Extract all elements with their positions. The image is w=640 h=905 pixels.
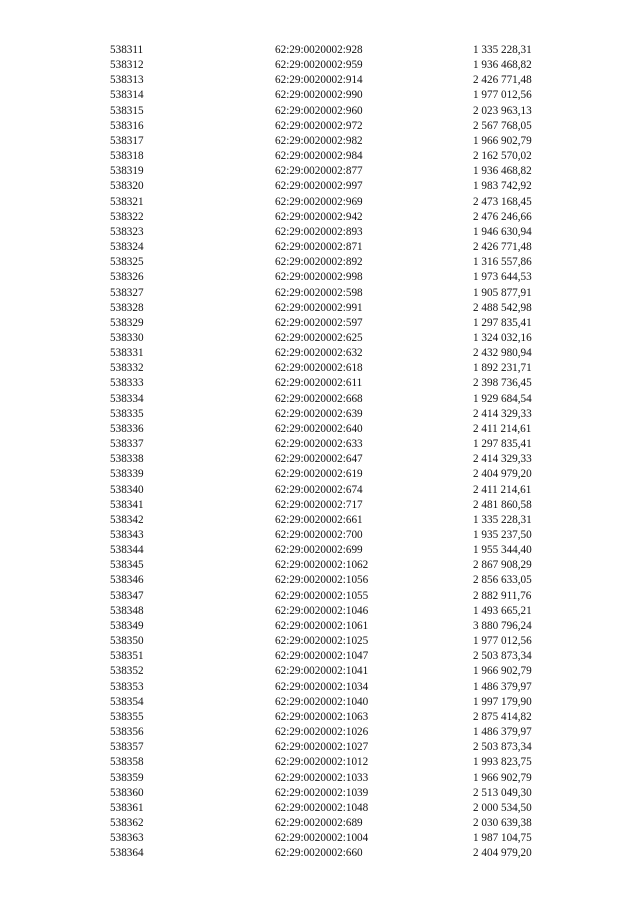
cadastral-value: 2 513 049,30 [473, 786, 532, 799]
row-number: 538317 [110, 134, 144, 147]
cadastral-value: 2 503 873,34 [473, 650, 532, 663]
table-row [0, 164, 640, 179]
table-row [0, 407, 640, 422]
table-row [0, 513, 640, 528]
table-row [0, 149, 640, 164]
table-row [0, 452, 640, 467]
cadastral-number: 62:29:0020002:674 [275, 483, 363, 496]
table-row [0, 558, 640, 573]
row-number: 538362 [110, 816, 144, 829]
cadastral-number: 62:29:0020002:892 [275, 256, 363, 269]
table-row [0, 771, 640, 786]
table-row [0, 573, 640, 588]
cadastral-value: 1 929 684,54 [473, 392, 532, 405]
cadastral-number: 62:29:0020002:997 [275, 180, 363, 193]
cadastral-value: 2 404 979,20 [473, 468, 532, 481]
row-number: 538324 [110, 241, 144, 254]
cadastral-number: 62:29:0020002:633 [275, 438, 363, 451]
cadastral-value: 2 426 771,48 [473, 241, 532, 254]
cadastral-value: 2 476 246,66 [473, 210, 532, 223]
row-number: 538348 [110, 604, 144, 617]
table-row [0, 543, 640, 558]
row-number: 538316 [110, 119, 144, 132]
cadastral-number: 62:29:0020002:984 [275, 150, 363, 163]
table-row [0, 134, 640, 149]
row-number: 538350 [110, 635, 144, 648]
cadastral-number: 62:29:0020002:960 [275, 104, 363, 117]
table-row [0, 179, 640, 194]
cadastral-number: 62:29:0020002:871 [275, 241, 363, 254]
cadastral-value: 3 880 796,24 [473, 619, 532, 632]
cadastral-number: 62:29:0020002:647 [275, 453, 363, 466]
row-number: 538320 [110, 180, 144, 193]
row-number: 538354 [110, 695, 144, 708]
row-number: 538314 [110, 89, 144, 102]
cadastral-value: 1 997 179,90 [473, 695, 532, 708]
row-number: 538313 [110, 74, 144, 87]
table-row [0, 437, 640, 452]
cadastral-number: 62:29:0020002:661 [275, 513, 363, 526]
table-row [0, 361, 640, 376]
cadastral-number: 62:29:0020002:982 [275, 134, 363, 147]
row-number: 538330 [110, 331, 144, 344]
cadastral-number: 62:29:0020002:1033 [275, 771, 369, 784]
cadastral-number: 62:29:0020002:942 [275, 210, 363, 223]
table-row [0, 664, 640, 679]
cadastral-value: 1 987 104,75 [473, 832, 532, 845]
cadastral-value: 2 503 873,34 [473, 741, 532, 754]
row-number: 538359 [110, 771, 144, 784]
cadastral-value: 2 411 214,61 [473, 483, 532, 496]
cadastral-number: 62:29:0020002:1062 [275, 559, 369, 572]
cadastral-number: 62:29:0020002:1041 [275, 665, 369, 678]
table-row [0, 392, 640, 407]
cadastral-value: 2 426 771,48 [473, 74, 532, 87]
cadastral-value: 1 935 237,50 [473, 529, 532, 541]
cadastral-number: 62:29:0020002:668 [275, 392, 363, 405]
cadastral-number: 62:29:0020002:1046 [275, 604, 369, 617]
table-row [0, 301, 640, 316]
row-number: 538325 [110, 256, 144, 269]
cadastral-number: 62:29:0020002:1055 [275, 589, 369, 602]
table-row [0, 680, 640, 695]
cadastral-value: 1 316 557,86 [473, 256, 532, 269]
table-row [0, 467, 640, 482]
cadastral-value: 2 000 534,50 [473, 801, 532, 814]
cadastral-value: 2 875 414,82 [473, 710, 532, 723]
row-number: 538342 [110, 513, 144, 526]
row-number: 538327 [110, 286, 144, 299]
table-row [0, 422, 640, 437]
row-number: 538351 [110, 650, 144, 663]
row-number: 538364 [110, 847, 144, 860]
row-number: 538336 [110, 422, 144, 435]
row-number: 538319 [110, 165, 144, 178]
row-number: 538329 [110, 316, 144, 329]
cadastral-number: 62:29:0020002:1027 [275, 741, 369, 754]
cadastral-number: 62:29:0020002:969 [275, 195, 363, 208]
table-row [0, 346, 640, 361]
cadastral-number: 62:29:0020002:928 [275, 44, 363, 56]
cadastral-number: 62:29:0020002:660 [275, 847, 363, 860]
cadastral-value: 2 414 329,33 [473, 453, 532, 466]
cadastral-number: 62:29:0020002:1026 [275, 726, 369, 739]
cadastral-number: 62:29:0020002:959 [275, 59, 363, 72]
row-number: 538331 [110, 347, 144, 360]
cadastral-number: 62:29:0020002:625 [275, 331, 363, 344]
cadastral-value: 1 973 644,53 [473, 271, 532, 284]
table-row [0, 801, 640, 816]
cadastral-value: 1 335 228,31 [473, 513, 532, 526]
table-row [0, 649, 640, 664]
row-number: 538328 [110, 301, 144, 314]
cadastral-number: 62:29:0020002:998 [275, 271, 363, 284]
table-row [0, 846, 640, 861]
cadastral-number: 62:29:0020002:618 [275, 362, 363, 375]
cadastral-value: 2 473 168,45 [473, 195, 532, 208]
cadastral-number: 62:29:0020002:1056 [275, 574, 369, 587]
cadastral-value: 2 882 911,76 [473, 589, 532, 602]
cadastral-value: 2 567 768,05 [473, 119, 532, 132]
cadastral-value: 1 892 231,71 [473, 362, 532, 375]
row-number: 538343 [110, 529, 144, 541]
table-row [0, 240, 640, 255]
row-number: 538357 [110, 741, 144, 754]
cadastral-value: 2 030 639,38 [473, 816, 532, 829]
cadastral-value: 2 488 542,98 [473, 301, 532, 314]
table-row [0, 755, 640, 770]
row-number: 538353 [110, 680, 144, 693]
cadastral-number: 62:29:0020002:1004 [275, 832, 369, 845]
table-row [0, 119, 640, 134]
row-number: 538356 [110, 726, 144, 739]
cadastral-number: 62:29:0020002:990 [275, 89, 363, 102]
row-number: 538358 [110, 756, 144, 769]
table-row [0, 104, 640, 119]
cadastral-number: 62:29:0020002:1047 [275, 650, 369, 663]
row-number: 538333 [110, 377, 144, 390]
cadastral-value: 2 162 570,02 [473, 150, 532, 163]
row-number: 538338 [110, 453, 144, 466]
table-row [0, 225, 640, 240]
cadastral-number: 62:29:0020002:632 [275, 347, 363, 360]
cadastral-value: 2 411 214,61 [473, 422, 532, 435]
cadastral-value: 1 966 902,79 [473, 134, 532, 147]
row-number: 538318 [110, 150, 144, 163]
cadastral-number: 62:29:0020002:689 [275, 816, 363, 829]
cadastral-value: 1 905 877,91 [473, 286, 532, 299]
cadastral-value: 1 486 379,97 [473, 726, 532, 739]
table-row [0, 604, 640, 619]
cadastral-value: 2 856 633,05 [473, 574, 532, 587]
cadastral-number: 62:29:0020002:699 [275, 544, 363, 557]
cadastral-value: 2 414 329,33 [473, 407, 532, 420]
cadastral-number: 62:29:0020002:877 [275, 165, 363, 178]
cadastral-value: 1 966 902,79 [473, 665, 532, 678]
row-number: 538352 [110, 665, 144, 678]
row-number: 538347 [110, 589, 144, 602]
cadastral-value: 1 297 835,41 [473, 438, 532, 451]
cadastral-value-table [0, 43, 640, 861]
cadastral-value: 2 023 963,13 [473, 104, 532, 117]
row-number: 538315 [110, 104, 144, 117]
cadastral-number: 62:29:0020002:1063 [275, 710, 369, 723]
table-row [0, 195, 640, 210]
table-row [0, 589, 640, 604]
row-number: 538321 [110, 195, 144, 208]
table-row [0, 725, 640, 740]
row-number: 538363 [110, 832, 144, 845]
cadastral-value: 2 404 979,20 [473, 847, 532, 860]
row-number: 538334 [110, 392, 144, 405]
table-row [0, 528, 640, 543]
row-number: 538355 [110, 710, 144, 723]
table-row [0, 816, 640, 831]
table-row [0, 498, 640, 513]
cadastral-value: 2 867 908,29 [473, 559, 532, 572]
cadastral-value: 1 297 835,41 [473, 316, 532, 329]
table-row [0, 483, 640, 498]
cadastral-number: 62:29:0020002:1025 [275, 635, 369, 648]
row-number: 538335 [110, 407, 144, 420]
cadastral-number: 62:29:0020002:717 [275, 498, 363, 511]
table-row [0, 73, 640, 88]
cadastral-value: 1 936 468,82 [473, 165, 532, 178]
cadastral-number: 62:29:0020002:1048 [275, 801, 369, 814]
table-row [0, 710, 640, 725]
table-row [0, 43, 640, 58]
row-number: 538339 [110, 468, 144, 481]
row-number: 538360 [110, 786, 144, 799]
cadastral-number: 62:29:0020002:1034 [275, 680, 369, 693]
row-number: 538311 [110, 44, 144, 56]
cadastral-value: 1 955 344,40 [473, 544, 532, 557]
row-number: 538344 [110, 544, 144, 557]
cadastral-number: 62:29:0020002:597 [275, 316, 363, 329]
row-number: 538322 [110, 210, 144, 223]
row-number: 538341 [110, 498, 144, 511]
cadastral-value: 1 983 742,92 [473, 180, 532, 193]
cadastral-number: 62:29:0020002:972 [275, 119, 363, 132]
table-row [0, 831, 640, 846]
row-number: 538337 [110, 438, 144, 451]
cadastral-value: 2 398 736,45 [473, 377, 532, 390]
table-row [0, 316, 640, 331]
table-row [0, 634, 640, 649]
cadastral-number: 62:29:0020002:893 [275, 225, 363, 238]
table-row [0, 255, 640, 270]
cadastral-value: 1 335 228,31 [473, 44, 532, 56]
row-number: 538326 [110, 271, 144, 284]
cadastral-value: 1 936 468,82 [473, 59, 532, 72]
row-number: 538346 [110, 574, 144, 587]
cadastral-number: 62:29:0020002:1061 [275, 619, 369, 632]
row-number: 538349 [110, 619, 144, 632]
cadastral-number: 62:29:0020002:639 [275, 407, 363, 420]
cadastral-number: 62:29:0020002:640 [275, 422, 363, 435]
cadastral-value: 2 481 860,58 [473, 498, 532, 511]
table-row [0, 619, 640, 634]
row-number: 538345 [110, 559, 144, 572]
cadastral-number: 62:29:0020002:1040 [275, 695, 369, 708]
cadastral-value: 1 324 032,16 [473, 331, 532, 344]
cadastral-value: 1 493 665,21 [473, 604, 532, 617]
table-row [0, 331, 640, 346]
cadastral-value: 1 977 012,56 [473, 635, 532, 648]
cadastral-number: 62:29:0020002:1039 [275, 786, 369, 799]
table-row [0, 286, 640, 301]
cadastral-value: 1 966 902,79 [473, 771, 532, 784]
cadastral-number: 62:29:0020002:991 [275, 301, 363, 314]
cadastral-value: 1 993 823,75 [473, 756, 532, 769]
cadastral-number: 62:29:0020002:914 [275, 74, 363, 87]
cadastral-number: 62:29:0020002:611 [275, 377, 363, 390]
cadastral-number: 62:29:0020002:1012 [275, 756, 369, 769]
cadastral-value: 1 946 630,94 [473, 225, 532, 238]
row-number: 538361 [110, 801, 144, 814]
table-row [0, 210, 640, 225]
cadastral-value: 1 977 012,56 [473, 89, 532, 102]
table-row [0, 695, 640, 710]
row-number: 538332 [110, 362, 144, 375]
table-row [0, 58, 640, 73]
row-number: 538340 [110, 483, 144, 496]
table-row [0, 270, 640, 285]
cadastral-number: 62:29:0020002:619 [275, 468, 363, 481]
table-row [0, 786, 640, 801]
cadastral-number: 62:29:0020002:700 [275, 529, 363, 541]
table-row [0, 88, 640, 103]
table-row [0, 376, 640, 391]
row-number: 538323 [110, 225, 144, 238]
table-row [0, 740, 640, 755]
cadastral-number: 62:29:0020002:598 [275, 286, 363, 299]
row-number: 538312 [110, 59, 144, 72]
cadastral-value: 2 432 980,94 [473, 347, 532, 360]
cadastral-value: 1 486 379,97 [473, 680, 532, 693]
